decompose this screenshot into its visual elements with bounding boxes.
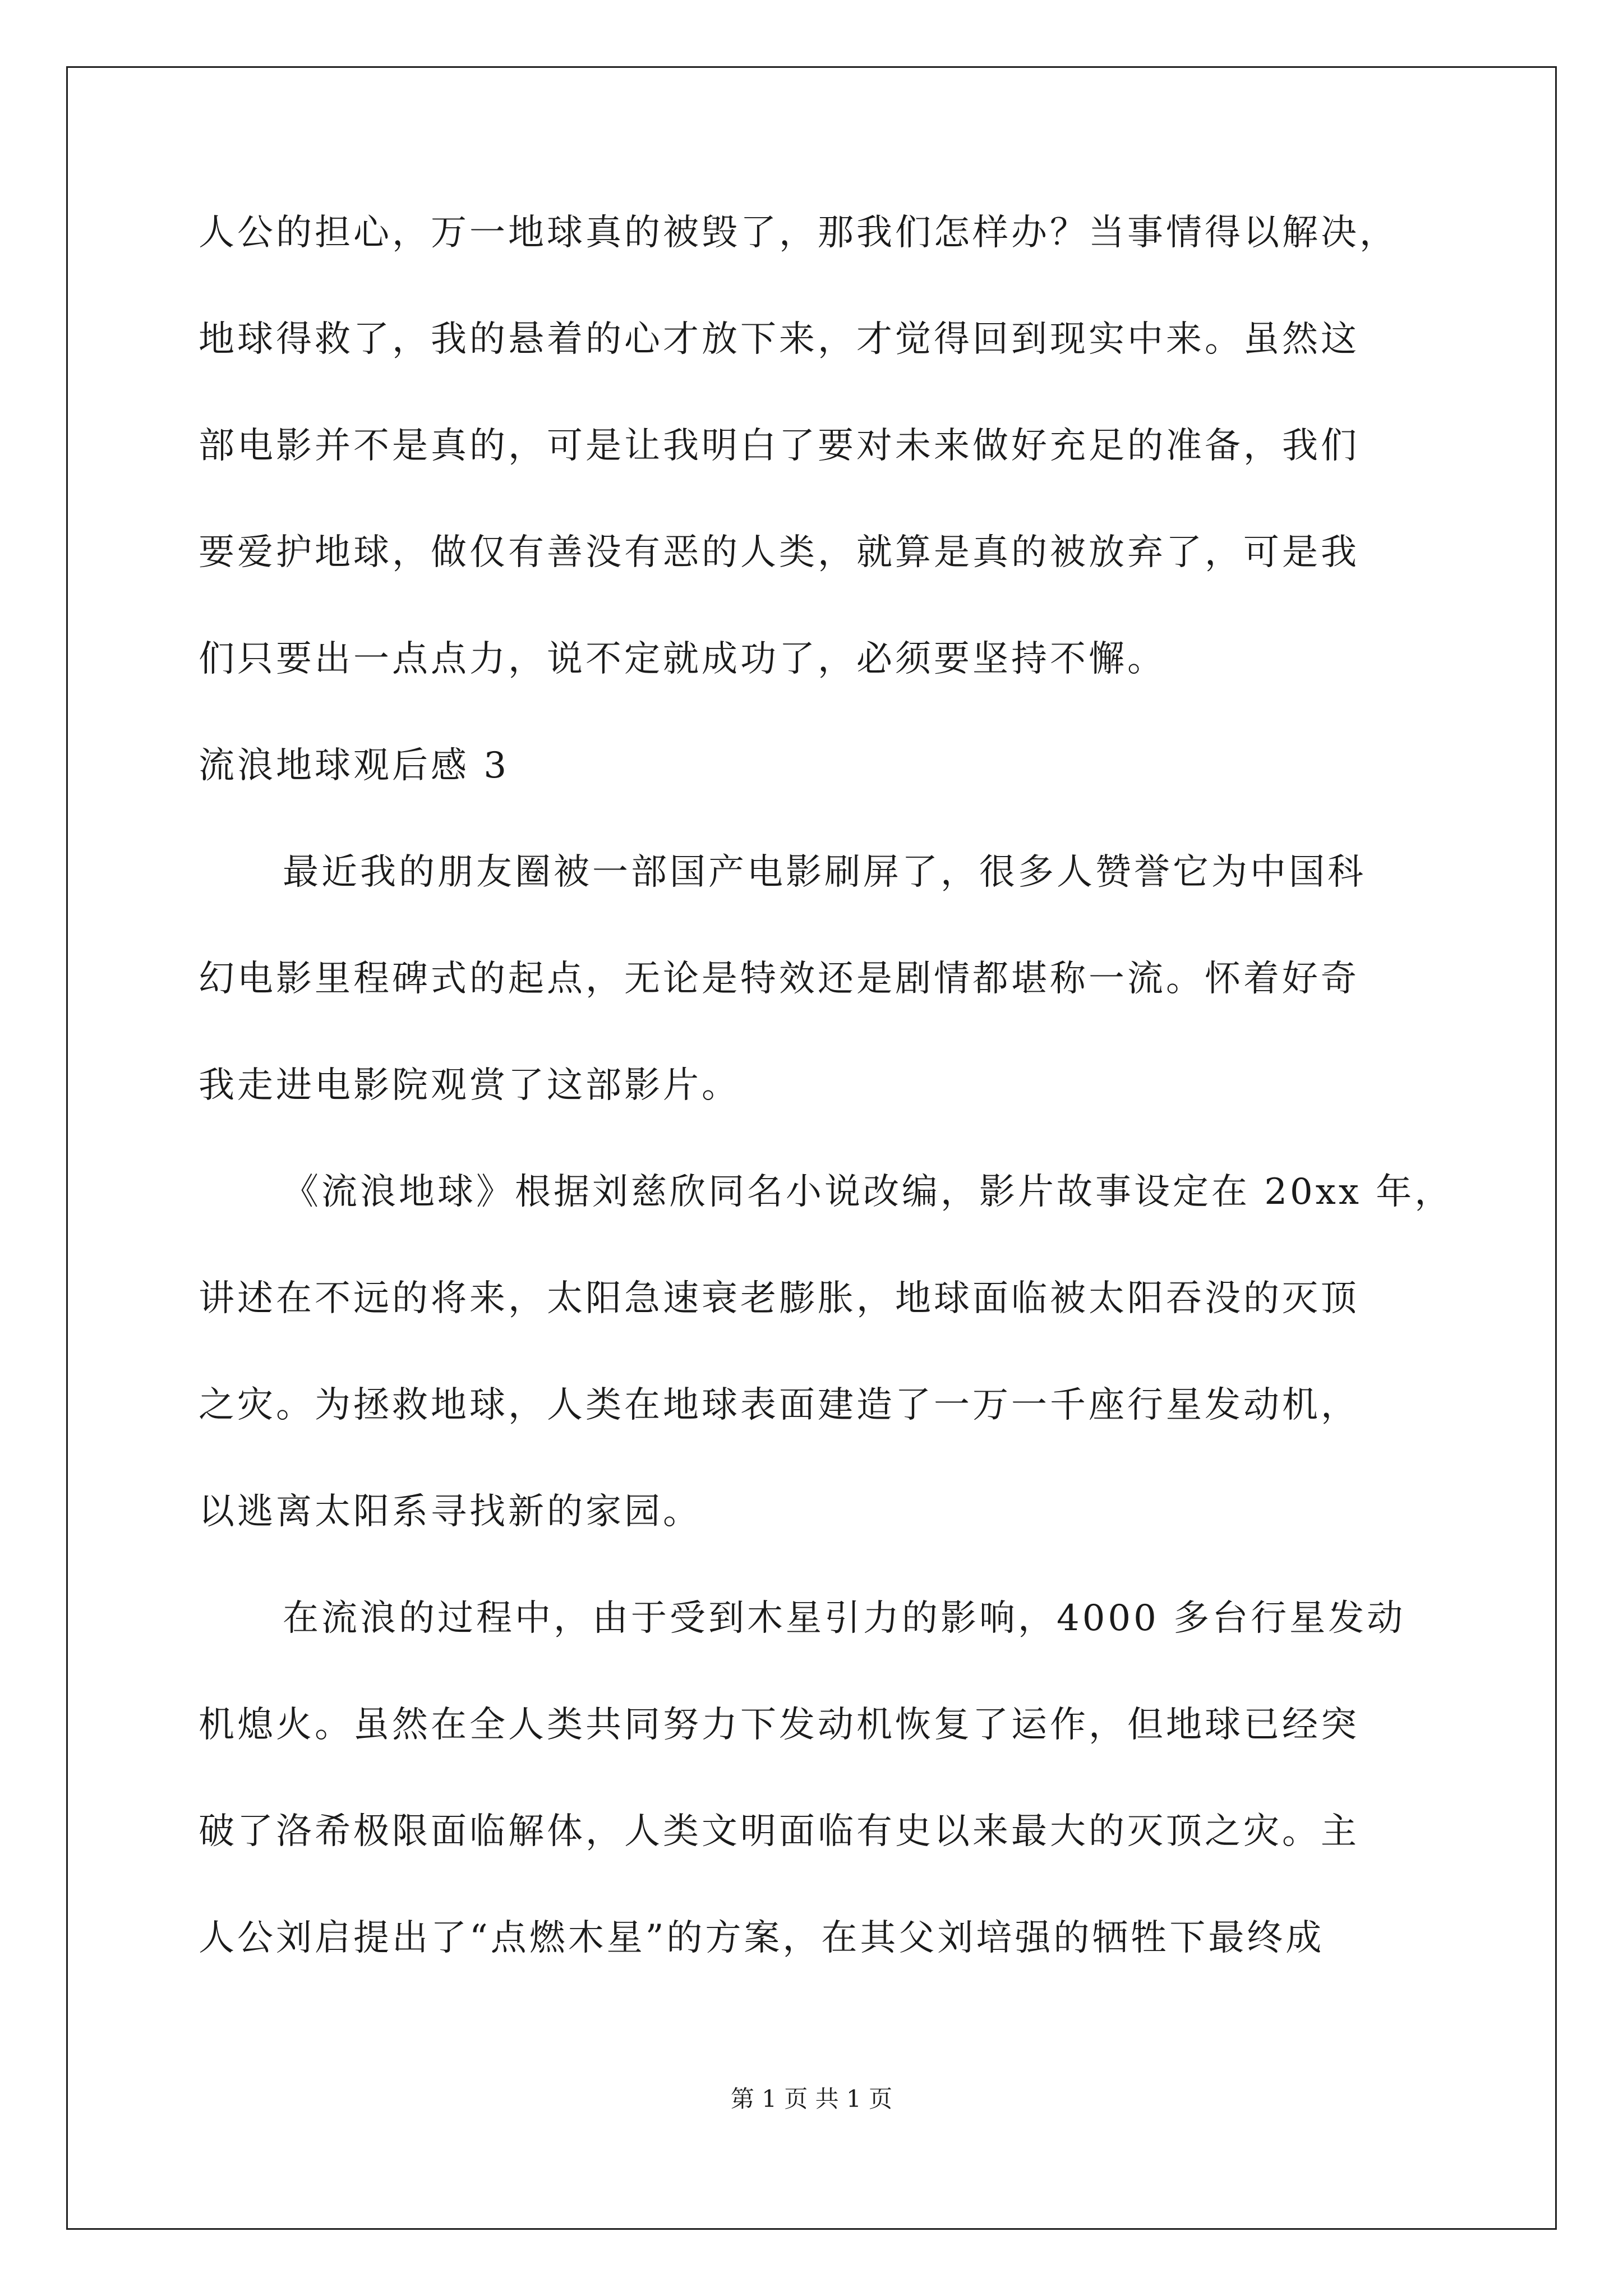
- text-line: 以逃离太阳系寻找新的家园。: [199, 1491, 702, 1533]
- text-line: 人公刘启提出了“点燃木星”的方案，在其父刘培强的牺牲下最终成: [199, 1917, 1325, 1959]
- page-number-footer: 第 1 页 共 1 页: [730, 2085, 893, 2113]
- text-line: 《流浪地球》根据刘慈欣同名小说改编，影片故事设定在 20xx 年，: [283, 1171, 1454, 1213]
- text-line: 在流浪的过程中，由于受到木星引力的影响，4000 多台行星发动: [283, 1598, 1406, 1639]
- text-line: 我走进电影院观赏了这部影片。: [199, 1065, 740, 1106]
- text-line: 之灾。为拯救地球，人类在地球表面建造了一万一千座行星发动机，: [199, 1384, 1359, 1426]
- text-line: 要爱护地球，做仅有善没有恶的人类，就算是真的被放弃了，可是我: [199, 532, 1359, 573]
- text-line: 地球得救了，我的悬着的心才放下来，才觉得回到现实中来。虽然这: [199, 319, 1359, 360]
- section-heading: 流浪地球观后感 3: [199, 745, 510, 786]
- text-line: 破了洛希极限面临解体，人类文明面临有史以来最大的灭顶之灾。主: [199, 1811, 1359, 1852]
- text-line: 人公的担心，万一地球真的被毁了，那我们怎样办？当事情得以解决，: [199, 212, 1398, 254]
- text-line: 讲述在不远的将来，太阳急速衰老膨胀，地球面临被太阳吞没的灭顶: [199, 1278, 1359, 1319]
- text-line: 们只要出一点点力，说不定就成功了，必须要坚持不懈。: [199, 638, 1166, 680]
- text-line: 最近我的朋友圈被一部国产电影刷屏了，很多人赞誉它为中国科: [283, 852, 1366, 893]
- text-line: 机熄火。虽然在全人类共同努力下发动机恢复了运作，但地球已经突: [199, 1704, 1359, 1746]
- text-line: 部电影并不是真的，可是让我明白了要对未来做好充足的准备，我们: [199, 425, 1359, 467]
- text-line: 幻电影里程碑式的起点，无论是特效还是剧情都堪称一流。怀着好奇: [199, 958, 1359, 1000]
